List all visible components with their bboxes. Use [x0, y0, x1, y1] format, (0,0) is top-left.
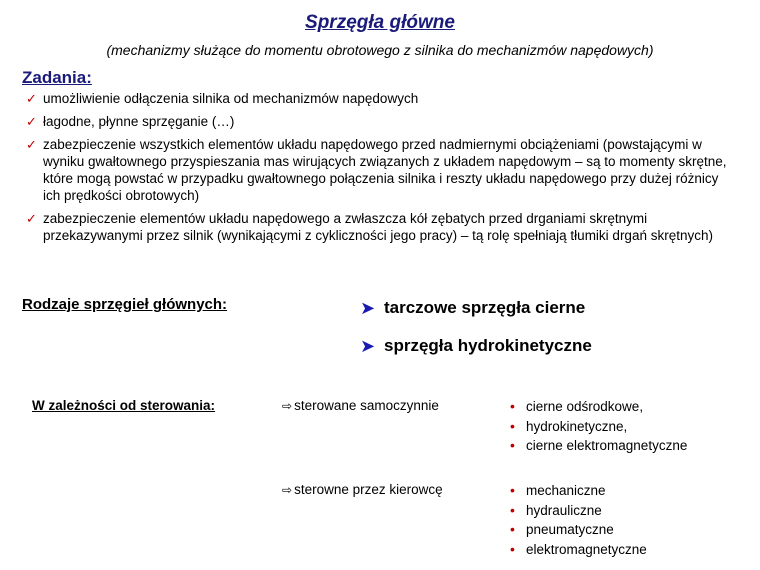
list-item — [508, 417, 687, 437]
control-options-list — [508, 397, 687, 456]
bullet-dot-icon: • — [510, 437, 515, 453]
control-mode-label: sterowne przez kierowcę — [294, 482, 443, 497]
arrow-right-icon: ➤ — [360, 298, 376, 318]
hollow-arrow-icon: ⇨ — [282, 483, 293, 497]
type-text: sprzęgła hydrokinetyczne — [384, 336, 592, 355]
list-item — [26, 113, 736, 130]
option-text: pneumatyczne — [526, 522, 614, 537]
task-text: łagodne, płynne sprzęganie (…) — [43, 114, 235, 129]
list-item — [26, 136, 736, 204]
list-item — [360, 334, 592, 372]
list-item — [360, 296, 592, 334]
control-options-list — [508, 481, 647, 559]
types-list — [360, 296, 592, 372]
page-subtitle: (mechanizmy służące do momentu obrotowego z silnika do mechanizmów napędowych) — [106, 42, 654, 58]
control-heading: W zależności od sterowania: — [32, 398, 216, 413]
bullet-dot-icon: • — [510, 398, 515, 414]
control-mode-label: sterowane samoczynnie — [294, 398, 439, 413]
bullet-dot-icon: • — [510, 501, 515, 518]
task-text: zabezpieczenie elementów układu napędowego a zwłaszcza kół zębatych przed drganiami skrętnymi przekazywanymi przez silnik (wynikającymi z cykliczności jego pracy) – tą rolę spełniają tłumiki drgań skrętnych) — [43, 211, 713, 243]
list-item — [508, 540, 647, 560]
option-text: cierne odśrodkowe, — [526, 399, 644, 414]
page-title: Sprzęgła główne — [305, 12, 455, 33]
checkmark-icon: ✓ — [26, 211, 37, 226]
option-text: elektromagnetyczne — [526, 541, 647, 557]
list-item — [508, 397, 687, 417]
list-item — [508, 520, 647, 540]
arrow-right-icon: ➤ — [360, 336, 376, 356]
option-text: cierne elektromagnetyczne — [526, 438, 688, 453]
control-mode — [282, 482, 443, 497]
hollow-arrow-icon: ⇨ — [282, 399, 293, 413]
tasks-heading: Zadania: — [22, 68, 92, 87]
list-item — [508, 481, 647, 501]
task-text: umożliwienie odłączenia silnika od mechanizmów napędowych — [43, 91, 419, 106]
checkmark-icon: ✓ — [26, 114, 37, 129]
bullet-dot-icon: • — [510, 521, 515, 537]
checkmark-icon: ✓ — [26, 137, 37, 152]
bullet-dot-icon: • — [510, 417, 515, 434]
option-text: hydrauliczne — [526, 502, 602, 518]
option-text: mechaniczne — [526, 483, 606, 498]
bullet-dot-icon: • — [510, 540, 515, 557]
option-text: hydrokinetyczne, — [526, 418, 628, 434]
list-item — [26, 90, 736, 107]
types-heading: Rodzaje sprzęgieł głównych: — [22, 296, 228, 313]
task-text: zabezpieczenie wszystkich elementów układu napędowego przed nadmiernymi obciążeniami (powstającymi w wyniku gwałtownego przyspieszania mas wirujących związanych z układem napędowym – są to momenty skrętne, które mogą powstać w przypadku gwałtownego połączenia silnika i reszty układu napędowego przy dużej różnicy ich prędkości obrotowych) — [43, 137, 727, 203]
list-item — [508, 501, 647, 521]
checkmark-icon: ✓ — [26, 91, 37, 106]
control-mode — [282, 398, 439, 413]
list-item — [508, 436, 687, 456]
bullet-dot-icon: • — [510, 482, 515, 498]
tasks-list — [26, 90, 736, 250]
list-item — [26, 210, 736, 244]
type-text: tarczowe sprzęgła cierne — [384, 298, 586, 317]
